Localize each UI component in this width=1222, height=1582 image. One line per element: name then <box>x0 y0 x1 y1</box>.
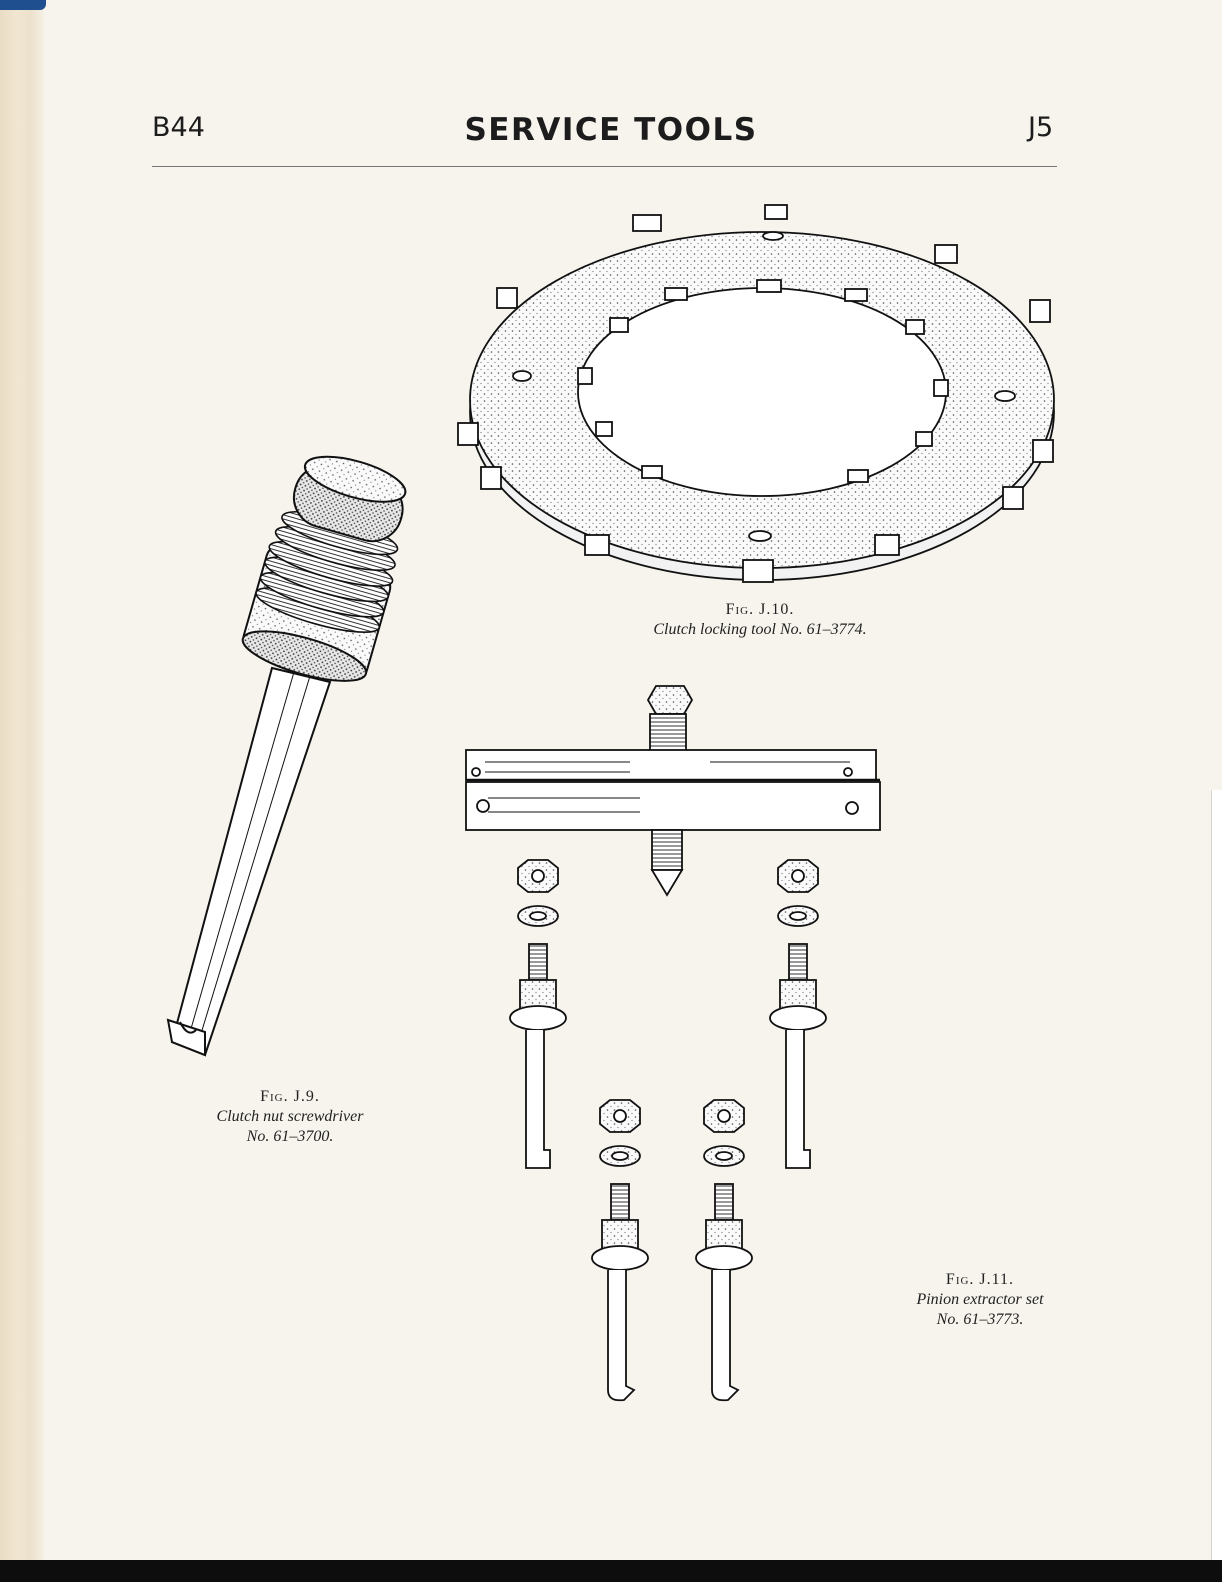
page-number: J5 <box>1028 112 1054 143</box>
page-title: SERVICE TOOLS <box>464 112 758 148</box>
fig-j9-caption <box>160 1087 420 1147</box>
fig-j9-text-1: Clutch nut screwdriver <box>216 1108 364 1125</box>
fig-j10-text: Clutch locking tool No. 61–3774. <box>653 621 867 638</box>
extractor-leg-inner-right <box>696 1100 752 1400</box>
fig-j11-number: Fig. J.11. <box>945 1271 1015 1288</box>
extractor-leg-left <box>510 860 566 1168</box>
fig-j9-text-2: No. 61–3700. <box>246 1128 334 1145</box>
fig-j10-caption <box>600 600 920 640</box>
scan-bottom-border <box>0 1560 1222 1582</box>
fig-j9-number: Fig. J.9. <box>260 1088 320 1105</box>
clutch-locking-tool-drawing <box>458 205 1054 582</box>
section-code: B44 <box>152 112 205 143</box>
pinion-extractor-set-drawing <box>466 686 880 1400</box>
extractor-leg-inner-left <box>592 1100 648 1400</box>
extractor-leg-right <box>770 860 826 1168</box>
fig-j11-caption <box>860 1270 1100 1330</box>
fig-j11-text-1: Pinion extractor set <box>916 1291 1044 1308</box>
clutch-nut-screwdriver-drawing <box>168 444 422 1055</box>
fig-j11-text-2: No. 61–3773. <box>936 1311 1024 1328</box>
fig-j10-number: Fig. J.10. <box>725 601 795 618</box>
